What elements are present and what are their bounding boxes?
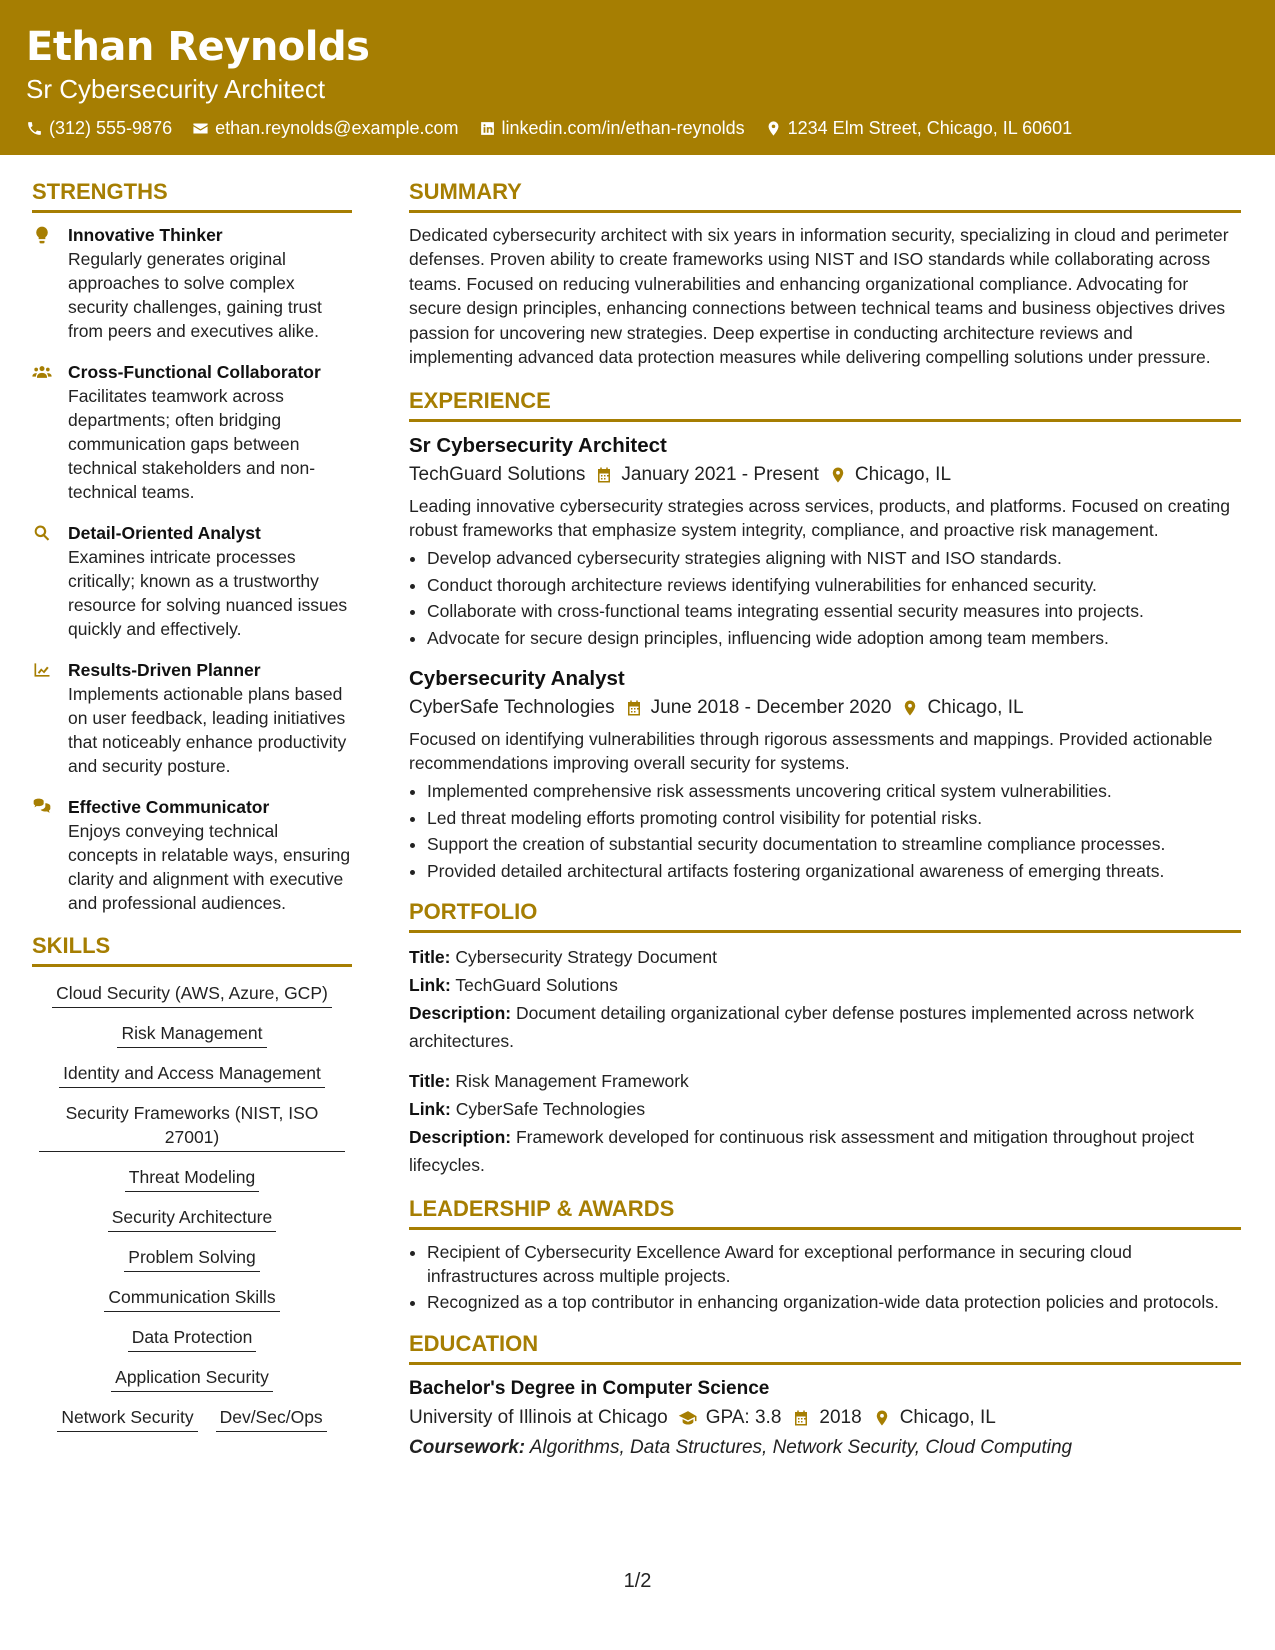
strength-desc: Implements actionable plans based on user feedback, leading initiatives that noticeably enhance productivity and security posture. xyxy=(68,684,347,776)
strength-desc: Enjoys conveying technical concepts in relatable ways, ensuring clarity and alignment with executive and professional audiences. xyxy=(68,821,351,913)
strength-title: Results-Driven Planner xyxy=(68,660,261,680)
job-entry xyxy=(409,432,1241,651)
experience-heading: EXPERIENCE xyxy=(409,387,1241,422)
page-number: 1/2 xyxy=(623,1570,652,1592)
portfolio-title: Cybersecurity Strategy Document xyxy=(455,947,718,968)
candidate-role: Sr Cybersecurity Architect xyxy=(26,74,326,104)
experience-section xyxy=(409,387,1241,884)
strength-title: Cross-Functional Collaborator xyxy=(68,362,321,382)
awards-section xyxy=(409,1195,1241,1314)
graduation-cap-icon xyxy=(678,1409,698,1427)
education-location: Chicago, IL xyxy=(899,1407,996,1429)
job-description: Leading innovative cybersecurity strategies across services, products, and platforms. Focused on creating robust frameworks that emphasize system integrity, compliance, and proactive risk management. xyxy=(409,496,1230,541)
map-pin-icon xyxy=(901,699,919,717)
portfolio-heading: PORTFOLIO xyxy=(409,898,1241,933)
strength-title: Innovative Thinker xyxy=(68,225,223,245)
contact-email[interactable] xyxy=(192,116,458,140)
job-meta xyxy=(409,693,1241,723)
contact-bar xyxy=(26,116,1249,140)
contact-phone-text: (312) 555-9876 xyxy=(49,118,173,138)
strength-item xyxy=(32,223,352,343)
portfolio-link[interactable]: TechGuard Solutions xyxy=(455,975,618,996)
job-bullets xyxy=(409,778,1241,884)
skill-tag: Identity and Access Management xyxy=(59,1061,325,1088)
portfolio-description-label: Description: xyxy=(409,1127,512,1148)
portfolio-description-label: Description: xyxy=(409,1003,512,1024)
portfolio-description: Framework developed for continuous risk assessment and mitigation throughout project lifecycles. xyxy=(409,1127,1194,1176)
comments-icon xyxy=(32,797,52,817)
calendar-icon xyxy=(595,466,613,484)
resume-header xyxy=(0,0,1275,155)
skill-tag: Application Security xyxy=(111,1365,273,1392)
chart-line-icon xyxy=(32,660,52,680)
gpa: GPA: 3.8 xyxy=(705,1407,782,1429)
job-bullet: • Support the creation of substantial security documentation to streamline compliance processes. xyxy=(427,831,1241,858)
job-meta xyxy=(409,460,1241,490)
skills-heading: SKILLS xyxy=(32,932,352,967)
portfolio-link-label: Link: xyxy=(409,975,451,996)
awards-heading: LEADERSHIP & AWARDS xyxy=(409,1195,1241,1230)
summary-heading: SUMMARY xyxy=(409,178,1241,213)
skill-tag: Dev/Sec/Ops xyxy=(216,1405,327,1432)
job-company: CyberSafe Technologies xyxy=(409,697,615,719)
map-pin-icon xyxy=(829,466,847,484)
strength-title: Effective Communicator xyxy=(68,797,270,817)
job-bullets xyxy=(409,545,1241,651)
job-description: Focused on identifying vulnerabilities through rigorous assessments and mappings. Provided actionable recommendations improving overall security for systems. xyxy=(409,729,1213,774)
right-column xyxy=(409,178,1241,1463)
strength-desc: Regularly generates original approaches to solve complex security challenges, gaining trust from peers and executives alike. xyxy=(68,249,322,341)
skill-tag: Cloud Security (AWS, Azure, GCP) xyxy=(52,981,332,1008)
job-bullet: • Advocate for secure design principles, influencing wide adoption among team members. xyxy=(427,625,1241,652)
education-heading: EDUCATION xyxy=(409,1330,1241,1365)
portfolio-item xyxy=(409,943,1241,1055)
envelope-icon xyxy=(192,120,209,137)
job-bullet: • Conduct thorough architecture reviews identifying vulnerabilities for enhanced security. xyxy=(427,572,1241,599)
job-location: Chicago, IL xyxy=(854,464,952,486)
strength-item xyxy=(32,795,352,915)
job-title: Sr Cybersecurity Architect xyxy=(409,434,667,458)
portfolio-link-label: Link: xyxy=(409,1099,451,1120)
portfolio-title-label: Title: xyxy=(409,947,451,968)
job-entry xyxy=(409,665,1241,884)
skill-tag: Security Frameworks (NIST, ISO 27001) xyxy=(39,1101,345,1152)
job-bullet: • Collaborate with cross-functional teams integrating essential security measures into projects. xyxy=(427,598,1241,625)
contact-phone[interactable] xyxy=(26,116,172,140)
strength-desc: Examines intricate processes critically; known as a trustworthy resource for solving nuanced issues quickly and effectively. xyxy=(68,547,348,639)
strengths-section xyxy=(32,178,352,915)
calendar-icon xyxy=(625,699,643,717)
lightbulb-icon xyxy=(32,225,52,245)
job-title: Cybersecurity Analyst xyxy=(409,667,625,691)
skill-tag: Problem Solving xyxy=(124,1245,259,1272)
education-meta xyxy=(409,1403,1241,1433)
portfolio-title: Risk Management Framework xyxy=(455,1071,689,1092)
strength-item xyxy=(32,658,352,778)
job-bullet: • Led threat modeling efforts promoting control visibility for potential risks. xyxy=(427,805,1241,832)
job-dates: January 2021 - Present xyxy=(621,464,819,486)
coursework-list: Algorithms, Data Structures, Network Security, Cloud Computing xyxy=(529,1437,1073,1459)
skill-list xyxy=(32,981,352,1432)
coursework-label: Coursework: xyxy=(409,1437,526,1459)
portfolio-item xyxy=(409,1067,1241,1179)
contact-address xyxy=(765,116,1073,140)
search-icon xyxy=(32,523,52,543)
skill-tag: Threat Modeling xyxy=(125,1165,259,1192)
education-section xyxy=(409,1330,1241,1463)
strengths-heading: STRENGTHS xyxy=(32,178,352,213)
skill-tag: Data Protection xyxy=(128,1325,257,1352)
summary-text: Dedicated cybersecurity architect with six years in information security, specializing in cloud and perimeter defenses. Proven ability to create frameworks using NIST and ISO standards while collaborating across teams. Focused on reducing vulnerabilities and enhancing organizational compliance. Advocating for secure design principles, enhancing connections between technical teams and business objectives drives passion for uncovering new strategies. Deep expertise in conducting architecture reviews and implementing advanced data protection measures while delivering compelling solutions under pressure. xyxy=(409,225,1229,368)
contact-email-text: ethan.reynolds@example.com xyxy=(215,118,459,138)
degree-title: Bachelor's Degree in Computer Science xyxy=(409,1378,770,1400)
contact-linkedin[interactable] xyxy=(479,116,745,140)
left-column xyxy=(32,178,352,1432)
contact-address-text: 1234 Elm Street, Chicago, IL 60601 xyxy=(787,118,1073,138)
job-bullet: • Implemented comprehensive risk assessments uncovering critical system vulnerabilities. xyxy=(427,778,1241,805)
linkedin-icon xyxy=(479,120,496,137)
award-item: • Recipient of Cybersecurity Excellence Award for exceptional performance in securing cloud infrastructures across multiple projects. xyxy=(427,1240,1241,1288)
map-pin-icon xyxy=(765,120,782,137)
skills-section xyxy=(32,932,352,1432)
calendar-icon xyxy=(791,1409,811,1427)
skill-tag: Security Architecture xyxy=(108,1205,276,1232)
skill-tag: Communication Skills xyxy=(104,1285,279,1312)
summary-section xyxy=(409,178,1241,369)
school-name: University of Illinois at Chicago xyxy=(409,1407,668,1429)
skill-tag: Risk Management xyxy=(117,1021,266,1048)
job-dates: June 2018 - December 2020 xyxy=(650,697,892,719)
portfolio-link[interactable]: CyberSafe Technologies xyxy=(455,1099,646,1120)
users-icon xyxy=(32,362,52,382)
coursework xyxy=(409,1433,1241,1463)
contact-linkedin-text: linkedin.com/in/ethan-reynolds xyxy=(501,118,745,138)
strength-item xyxy=(32,521,352,641)
job-bullet: • Provided detailed architectural artifacts fostering organizational awareness of emerging threats. xyxy=(427,858,1241,885)
map-pin-icon xyxy=(872,1409,892,1427)
portfolio-title-label: Title: xyxy=(409,1071,451,1092)
graduation-year: 2018 xyxy=(819,1407,862,1429)
portfolio-description: Document detailing organizational cyber defense postures implemented across network architectures. xyxy=(409,1003,1194,1052)
job-location: Chicago, IL xyxy=(927,697,1024,719)
skill-tag: Network Security xyxy=(57,1405,197,1432)
award-item: • Recognized as a top contributor in enhancing organization-wide data protection policies and protocols. xyxy=(427,1290,1241,1314)
portfolio-section xyxy=(409,898,1241,1179)
job-bullet: • Develop advanced cybersecurity strategies aligning with NIST and ISO standards. xyxy=(427,545,1241,572)
strength-item xyxy=(32,360,352,504)
strength-title: Detail-Oriented Analyst xyxy=(68,523,261,543)
job-company: TechGuard Solutions xyxy=(409,464,586,486)
phone-icon xyxy=(26,120,43,137)
candidate-name: Ethan Reynolds xyxy=(26,24,370,70)
strength-desc: Facilitates teamwork across departments; often bridging communication gaps between technical stakeholders and non-technical teams. xyxy=(68,386,316,502)
awards-list xyxy=(409,1240,1241,1314)
